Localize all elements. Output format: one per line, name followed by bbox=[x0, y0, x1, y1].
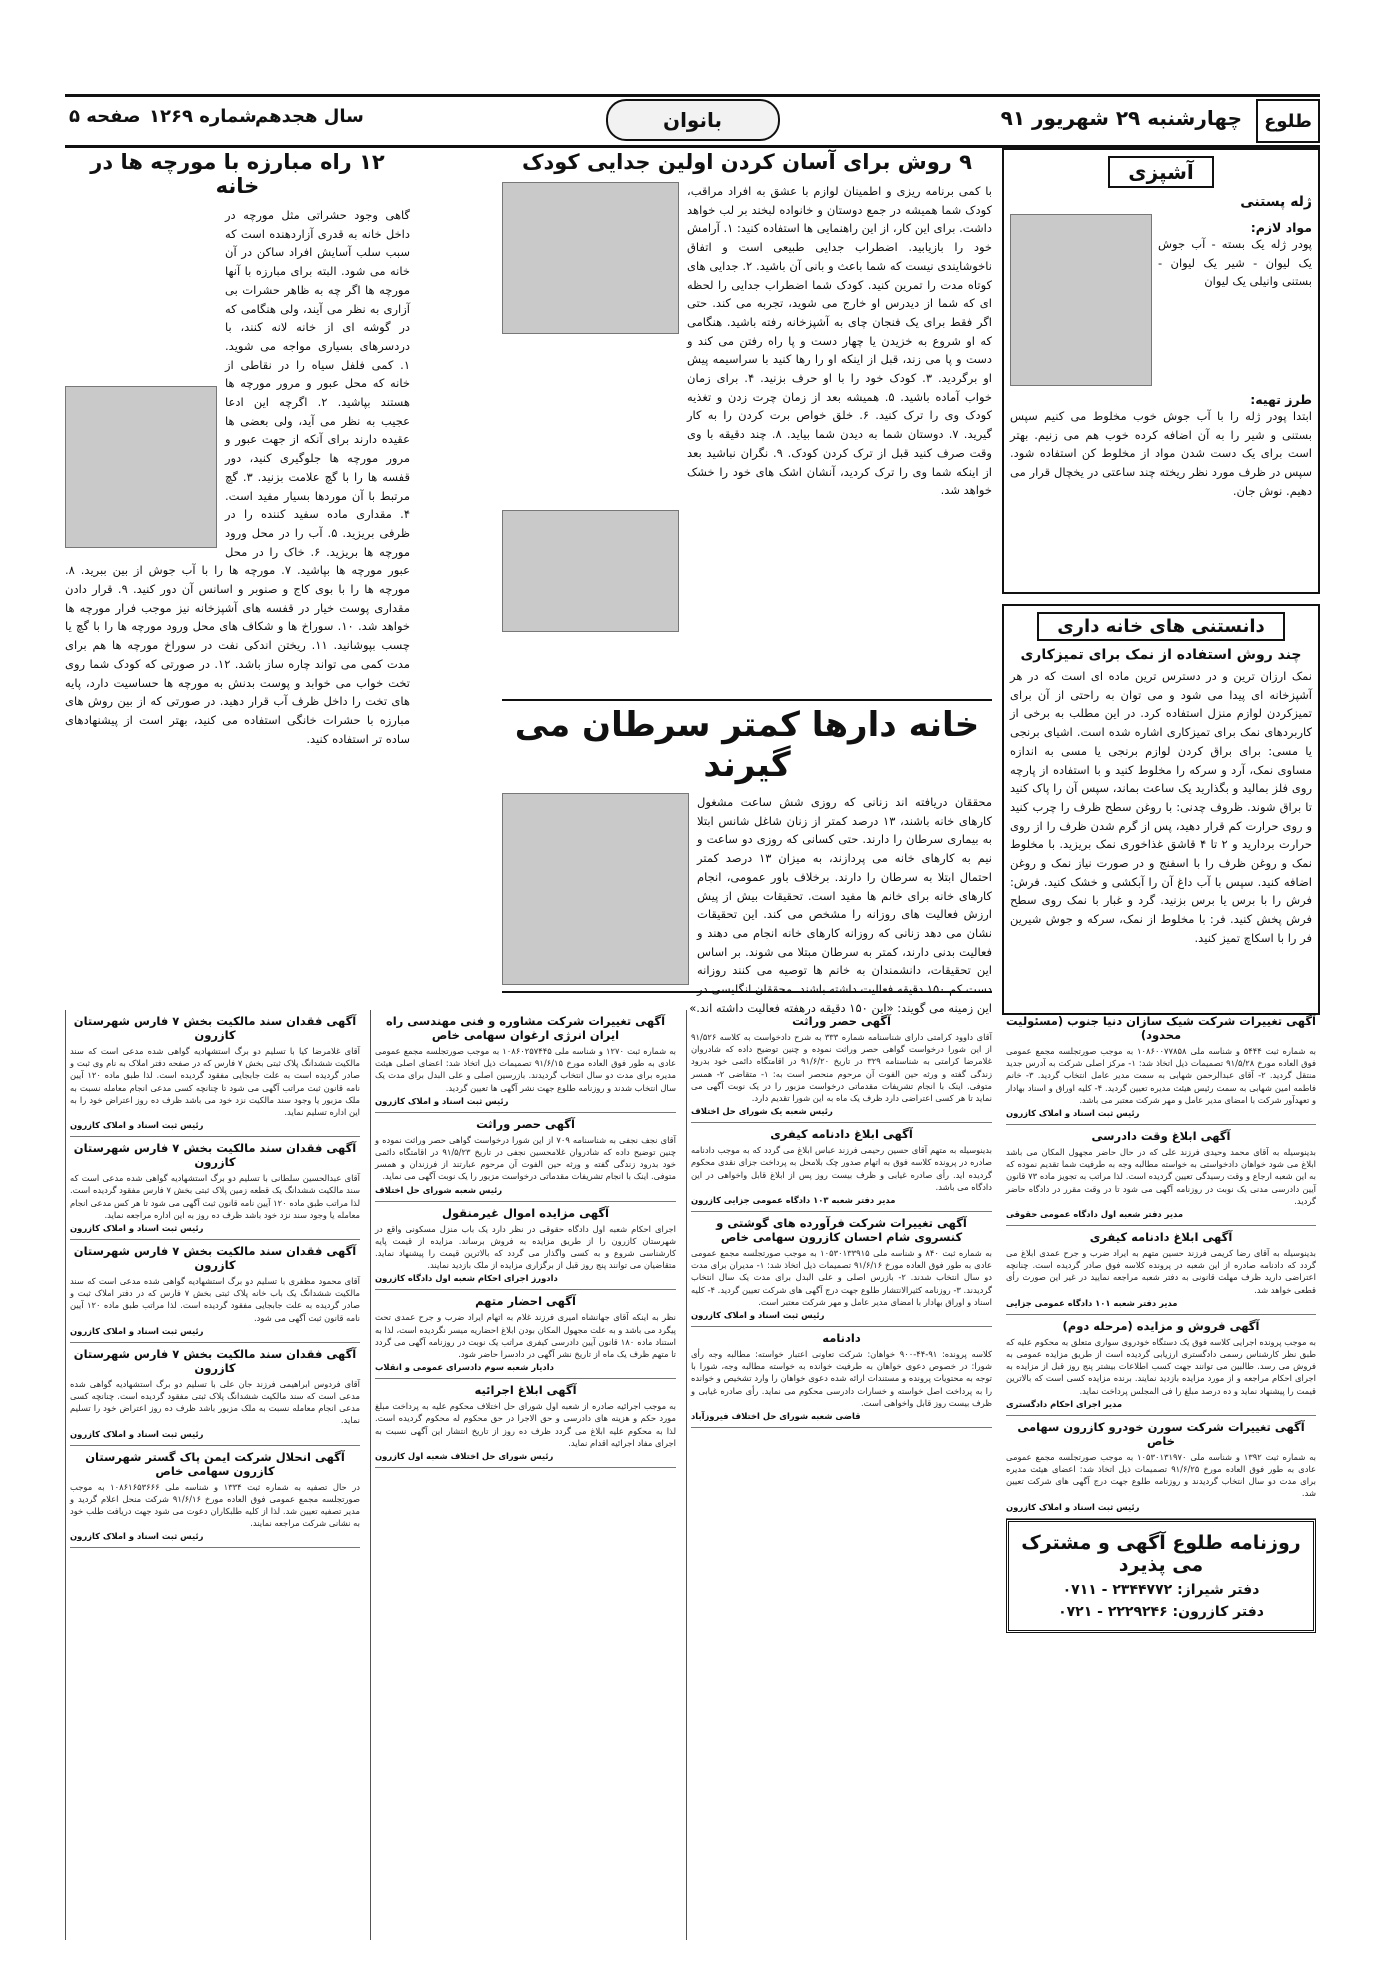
household-subtitle: چند روش استفاده از نمک برای تمیزکاری bbox=[1020, 647, 1302, 663]
volume-year: سال هجدهم bbox=[255, 106, 364, 127]
household-text: نمک ارزان ترین و در دسترس ترین ماده ای است که در هر آشپزخانه ای پیدا می شود و می توان به راحتی از آن برای تمیزکردن لوازم منزل استفاده کرد. در این مطلب به برخی از کاربردهای نمک برای تمیزکاری اشاره شده است. اشیای برنجی یا مسی: برای براق کردن لوازم برنجی یا مسی به اندازه مساوی نمک، آرد و سرکه را مخلوط کنید و با استفاده از پارچه روی فلز بمالید و بگذارید یک ساعت بماند، سپس آن را پاک کنید تا براق شوند. ظروف چدنی: با روغن سطح ظرف را چرب کنید و روی حرارت کم قرار دهید، پس از گرم شدن ظرف را از روی حرارت بردارید و ۲ تا ۴ قاشق غذاخوری نمک بریزید. با مخلوط نمک و روغن ظرف را با اسفنج و در صورت نیاز نمک و روغن اضافه کنید. سپس با آب داغ آن را آبکشی و خشک کنید. فرش: فرش را با برس یا برس بزنید. گرد و غبار با نمک روی سطح فرش پخش کنید. فر: با مخلوط از نمک، سرکه و جوش شیرین فر را با اسکاچ تمیز کنید. bbox=[1010, 669, 1313, 945]
ads-column-4 bbox=[65, 1010, 364, 1940]
promo-title: روزنامه طلوع آگهی و مشترک می پذیرد bbox=[1021, 1531, 1301, 1576]
ad-item: دادنامه کلاسه پرونده: ۹۱-۴۴-۹۰۰ خواهان: شرکت تعاونی اعتبار خواسته: مطالبه وجه رأی شورا: در خصوص دعوی خواهان به طرفیت خوانده به خواسته مطالبه وجه، شورا با توجه به محتویات پرونده و مستندات ارائه شده دعوی خواهان را وارد تشخیص و خوانده را به پرداخت اصل خواسته و خسارات دادرسی محکوم می نماید. رأی صادره غیابی و ظرف بیست روز قابل واخواهی است. قاضی شعبه شورای حل اختلاف فیروزآباد bbox=[691, 1327, 992, 1428]
cooking-box bbox=[1002, 148, 1320, 594]
ants-article-title: ۱۲ راه مبارزه با مورچه ها در خانه bbox=[90, 150, 385, 198]
household-box bbox=[1002, 604, 1320, 1015]
right-column bbox=[1002, 148, 1320, 998]
ad-item: آگهی فقدان سند مالکیت بخش ۷ فارس شهرستان کازرون آقای عبدالحسین سلطانی با تسلیم دو برگ استشهادیه گواهی شده مدعی است که سند مالکیت ششدانگ یک قطعه زمین پلاک ثبتی بخش ۷ فارس مفقود گردیده است. لذا مراتب طبق ماده ۱۲۰ آیین نامه قانون ثبت آگهی می شود تا هر کس مدعی انجام معامله یا وجود سند نزد خود باشد ظرف ده روز به این اداره مراجعه نماید. رئیس ثبت اسناد و املاک کازرون bbox=[70, 1137, 360, 1240]
ad-item: آگهی حصر وراثت آقای داوود کرامتی دارای شناسنامه شماره ۳۳۳ به شرح دادخواست به کلاسه ۹۱/۵۲۶ از این شورا درخواست گواهی حصر وراثت نموده و چنین توضیح داده که شادروان غلامرضا کرامتی به شناسنامه ۳۲۹ در تاریخ ۹۱/۶/۲۰ در اقامتگاه دائمی خود بدرود زندگی گفته و ورثه حین الفوت آن مرحوم منحصر است به: ۱- متقاضی ۲- همسر متوفی. اینک با انجام تشریفات مقدماتی درخواست مزبور را در یک نوبت آگهی می نماید تا هر کسی اعتراضی دارد ظرف یک ماه به این شورا تقدیم دارد. رئیس شعبه یک شورای حل اختلاف bbox=[691, 1010, 992, 1123]
ingredients-label: مواد لازم: bbox=[1250, 220, 1312, 235]
ad-item: آگهی فقدان سند مالکیت بخش ۷ فارس شهرستان کازرون آقای محمود مظفری با تسلیم دو برگ استشهادیه گواهی شده مدعی است که سند مالکیت ششدانگ یک باب خانه پلاک ثبتی بخش ۷ فارس که در دفتر املاک ثبت و صادر گردیده به علت جابجایی مفقود گردیده است. لذا مراتب طبق ماده ۱۲۰ آیین نامه قانون ثبت آگهی می شود. رئیس ثبت اسناد و املاک کازرون bbox=[70, 1240, 360, 1343]
ad-item: آگهی احضار متهم نظر به اینکه آقای جهانشاه امیری فرزند غلام به اتهام ایراد ضرب و جرح عمدی تحت پیگرد می باشد و به علت مجهول المکان بودن ابلاغ احضاریه میسر نگردیده است، لذا به استناد ماده ۱۸۰ قانون آیین دادرسی کیفری مراتب یک نوبت در روزنامه آگهی می گردد تا متهم ظرف یک ماه از تاریخ نشر آگهی در دادسرا حاضر شود. دادیار شعبه سوم دادسرای عمومی و انقلاب bbox=[375, 1290, 676, 1379]
classifieds-section bbox=[65, 1010, 1320, 1940]
cooking-title: آشپزی bbox=[1108, 156, 1213, 188]
middle-column bbox=[502, 148, 993, 1015]
method-text: ابتدا پودر ژله را با آب جوش خوب مخلوط می کنیم سپس بستنی و شیر را به آن اضافه کرده خوب هم می زنیم. بهتر است برای یک دست شدن مواد از مخلوط کن استفاده شود. سپس در ظرف مورد نظر ریخته چند ساعتی در یخچال قرار می دهیم. نوش جان. bbox=[1010, 409, 1312, 498]
kid-article-text: با کمی برنامه ریزی و اطمینان لوازم با عشق به افراد مراقب، کودک شما همیشه در جمع دوستان و خانواده لبخند بر لب خواهد داشت. برای این کار، از این راهنمایی ها استفاده کنید: ۱. آرامش خود را بازیابید. اضطراب جدایی طبیعی است و اتفاق ناخوشایندی نیست که شما باعث و بانی آن باشید. ۲. جدایی های کوتاه مدت را تمرین کنید. کودک شما اضطراب جدایی را لحظه ای که شما از دیدرس او خارج می شوید، تجربه می کند. حتی اگر فقط برای یک فنجان چای به آشپزخانه رفته باشید. هنگامی که او شروع به خزیدن یا چهار دست و پا راه رفتن می کند و دست و پا می زند، قبل از اینکه او را رها کنید با سراسیمه پیش او برگردید. ۳. کودک خود را با او حرف بزنید. ۴. برای زمان خواب آماده باشید. ۵. همیشه بعد از زمان چرت زدن و تغذیه کودک وی را ترک کنید. ۶. خلق خواص برت کردن را به کار گیرید. ۷. دوستان شما به دیدن شما بیاید. ۸. چند دقیقه با وی وقت صرف کنید قبل از ترک کردن کودک. ۹. نگران نباشید بعد از اینکه شما وی را ترک کردید، آنشان اشک های خود را خشک خواهد شد. bbox=[687, 184, 993, 498]
left-column bbox=[65, 148, 410, 998]
boy-eating-photo bbox=[502, 182, 679, 334]
cancer-article bbox=[502, 699, 992, 1015]
scientist-photo bbox=[502, 793, 689, 985]
kid-article bbox=[502, 150, 992, 695]
page-header bbox=[65, 94, 1320, 148]
ad-item: آگهی تغییرات شرکت مشاوره و فنی مهندسی راه ایران انرژی ارغوان سهامی خاص به شماره ثبت ۱۲۷۰ و شناسه ملی ۱۰۸۶۰۲۵۷۴۴۵ به موجب صورتجلسه مجمع عمومی عادی به طور فوق العاده مورخ ۹۱/۶/۱۵ تصمیمات ذیل اتخاذ شد: اعضای اصلی هیئت مدیره برای مدت دو سال انتخاب گردیدند. بازرسین اصلی و علی البدل برای مدت یک سال انتخاب شدند و روزنامه طلوع جهت نشر آگهی ها تعیین گردید. رئیس ثبت اسناد و املاک کازرون bbox=[375, 1010, 676, 1113]
cancer-article-title: خانه دارها کمتر سرطان می گیرند bbox=[514, 705, 980, 785]
ad-item: آگهی ابلاغ دادنامه کیفری بدینوسیله به متهم آقای حسین رحیمی فرزند عباس ابلاغ می گردد که به موجب دادنامه صادره در پرونده کلاسه فوق به اتهام صدور چک بلامحل به پرداخت جزای نقدی محکوم گردیده اید. رأی صادره غیابی و ظرف بیست روز پس از ابلاغ قابل واخواهی در این دادگاه می باشد. مدیر دفتر شعبه ۱۰۳ دادگاه عمومی جزایی کازرون bbox=[691, 1123, 992, 1212]
fruit-photo bbox=[1010, 214, 1152, 386]
ads-column-1 bbox=[1002, 1010, 1320, 1940]
ad-item: آگهی ابلاغ اجرائیه به موجب اجرائیه صادره از شعبه اول شورای حل اختلاف محکوم علیه به پرداخت مبلغ مورد حکم و هزینه های دادرسی و حق الاجرا در حق محکوم له محکوم گردیده است. لذا به محکوم علیه ابلاغ می گردد ظرف ده روز از تاریخ انتشار این آگهی نسبت به اجرای مفاد اجرائیه اقدام نماید. رئیس شورای حل اختلاف شعبه اول کازرون bbox=[375, 1379, 676, 1468]
ad-item: آگهی تغییرات شرکت سورن خودرو کازرون سهامی خاص به شماره ثبت ۱۳۹۲ و شناسه ملی ۱۰۵۳۰۱۳۱۹۷۰ به موجب صورتجلسه مجمع عمومی عادی به طور فوق العاده مورخ ۹۱/۶/۲۵ تصمیمات ذیل اتخاذ شد: اعضای هیئت مدیره برای مدت دو سال انتخاب گردیدند و روزنامه طلوع جهت درج آگهی های شرکت تعیین شد. رئیس ثبت اسناد و املاک کازرون bbox=[1006, 1416, 1316, 1519]
household-title: دانستنی های خانه داری bbox=[1037, 612, 1285, 641]
ingredients-text: پودر ژله یک بسته - آب جوش یک لیوان - شیر یک لیوان - بستنی وانیلی یک لیوان bbox=[1158, 237, 1312, 289]
ad-item: آگهی فروش و مزایده (مرحله دوم) به موجب پرونده اجرایی کلاسه فوق یک دستگاه خودروی سواری متعلق به محکوم علیه که طبق نظر کارشناس رسمی دادگستری ارزیابی گردیده است از طریق مزایده عمومی به فروش می رسد. طالبین می توانند جهت کسب اطلاعات بیشتر پنج روز قبل از مزایده به اجرای احکام مراجعه و از مورد مزایده بازدید نمایند. برنده مزایده کسی است که بالاترین قیمت را پیشنهاد نماید و ده درصد مبلغ را فی المجلس پرداخت نماید. مدیر اجرای احکام دادگستری bbox=[1006, 1315, 1316, 1416]
method-label: طرز تهیه: bbox=[1250, 392, 1312, 407]
subscription-promo bbox=[1006, 1519, 1316, 1633]
ad-item: آگهی حصر وراثت آقای نجف نجفی به شناسنامه ۷۰۹ از این شورا درخواست گواهی حصر وراثت نموده و چنین توضیح داده که شادروان غلامحسین نجفی در تاریخ ۹۱/۵/۲۳ در اقامتگاه دائمی خود بدرود زندگی گفته و ورثه حین الفوت آن مرحوم عبارتند از فرزندان و همسر متوفی. اینک با انجام تشریفات مقدماتی درخواست مزبور را یک نوبت آگهی می نماید. رئیس شعبه شورای حل اختلاف bbox=[375, 1113, 676, 1202]
ants-article-text: گاهی وجود حشراتی مثل مورچه در داخل خانه به قدری آزاردهنده است که سبب سلب آسایش افراد ساکن در آن خانه می شود. البته برای مبارزه با آنها مورچه ها اگر چه به ظاهر حشرات بی آزاری به نظر می آیند، ولی هنگامی که در گوشه ای از خانه لانه کنند، با دردسرهای بسیاری مواجه می شوید. ۱. کمی فلفل سیاه را در نقاطی از خانه که محل عبور و مرور مورچه ها هستند بپاشید. ۲. اگرچه این ادعا عجیب به نظر می آید، ولی بعضی ها عقیده دارند برای آنکه از جهت عبور و مرور مورچه ها جلوگیری کنید، دور قفسه ها را با گچ علامت بزنید. ۳. گچ مرتبط با آن موردها بسیار مفید است. ۴. مقداری ماده سفید کننده را در ظرفی بریزید. ۵. آب را در محل ورود مورچه ها بریزید. ۶. خاک را در محل عبور مورچه ها بپاشید. ۷. مورچه ها را با آب جوش از بین ببرید. ۸. مورچه ها را با بوی کاج و صنوبر و اسانس آن دور کنید. ۹. قرار دادن مقداری پوست خیار در قفسه های آشپزخانه نیز موجب فرار مورچه ها خواهد شد. ۱۰. سوراخ ها و شکاف های محل ورود مورچه ها را با گچ یا چسب بپوشانید. ۱۱. ریختن اندکی نفت در سوراخ مورچه ها هم برای مدت کمی می تواند چاره ساز باشد. ۱۲. در صورتی که کودک شما روی تخت خواب می خوابد و پوست بدنش به مورچه ها حساسیت دارد، پایه های تخت را داخل ظرف آب قرار دهید. در صورتی که از بین روش های مبارزه با حشرات خانگی استفاده می کنید، بهتر است از پیشنهادهای ساده تر استفاده کنید. bbox=[65, 208, 411, 746]
ads-column-3 bbox=[370, 1010, 680, 1940]
sleeping-girl-photo bbox=[502, 510, 679, 632]
ad-item: آگهی مزایده اموال غیرمنقول اجرای احکام شعبه اول دادگاه حقوقی در نظر دارد یک باب منزل مسکونی واقع در شهرستان کازرون را از طریق مزایده به فروش برساند. مزایده از قیمت پایه کارشناسی شروع و به کسی واگذار می گردد که بالاترین قیمت را پیشنهاد نماید. متقاضیان می توانند پنج روز قبل از برگزاری مزایده از ملک بازدید نمایند. دادورز اجرای احکام شعبه اول دادگاه کازرون bbox=[375, 1202, 676, 1291]
ad-item: آگهی تغییرات شرکت فرآورده های گوشتی و کنسروی شام احسان کازرون سهامی خاص به شماره ثبت ۸۴۰ و شناسه ملی ۱۰۵۳۰۱۳۳۹۱۵ به موجب صورتجلسه مجمع عمومی عادی به طور فوق العاده مورخ ۹۱/۶/۱۶ تصمیمات ذیل اتخاذ شد: ۱- مدیران برای مدت دو سال انتخاب شدند. ۲- بازرس اصلی و علی البدل برای مدت یک سال انتخاب گردیدند. ۳- روزنامه کثیرالانتشار طلوع جهت درج آگهی های شرکت تعیین گردید. ۴- کلیه اسناد و اوراق بهادار با امضای مدیر عامل و مهر شرکت معتبر است. رئیس ثبت اسناد و املاک کازرون bbox=[691, 1212, 992, 1327]
ants-illustration bbox=[65, 386, 217, 548]
newspaper-logo: طلوع bbox=[1256, 99, 1320, 143]
ad-item: آگهی فقدان سند مالکیت بخش ۷ فارس شهرستان کازرون آقای غلامرضا کیا با تسلیم دو برگ استشهادیه گواهی شده مدعی است که سند مالکیت ششدانگ پلاک ثبتی بخش ۷ فارس که در صفحه دفتر املاک به نام وی ثبت و صادر گردیده است به علت جابجایی مفقود گردیده است. لذا طبق ماده ۱۲۰ آیین نامه قانون ثبت مراتب آگهی می شود تا چنانچه کسی مدعی انجام معامله نسبت به ملک مزبور یا وجود سند مالکیت نزد خود می باشد ظرف ده روز اعتراض خود را به این اداره تسلیم نماید. رئیس ثبت اسناد و املاک کازرون bbox=[70, 1010, 360, 1137]
dish-name: ژله پستنی bbox=[1240, 194, 1312, 210]
ad-item: آگهی فقدان سند مالکیت بخش ۷ فارس شهرستان کازرون آقای فردوس ابراهیمی فرزند جان علی با تسلیم دو برگ استشهادیه گواهی شده مدعی است که سند مالکیت ششدانگ پلاک ثبتی مفقود گردیده است. چنانچه کسی مدعی انجام معامله نسبت به ملک مزبور باشد ظرف ده روز اعتراض خود را تسلیم نماید. رئیس ثبت اسناد و املاک کازرون bbox=[70, 1343, 360, 1446]
section-title: بانوان bbox=[606, 99, 780, 141]
page-number: صفحه ۵ bbox=[69, 106, 141, 127]
ad-item: آگهی ابلاغ دادنامه کیفری بدینوسیله به آقای رضا کریمی فرزند حسین متهم به ایراد ضرب و جرح عمدی ابلاغ می گردد که دادنامه صادره از این شعبه در پرونده کلاسه فوق صادر گردیده است. چنانچه اعتراضی دارید ظرف مهلت قانونی به دفتر شعبه مراجعه نمایید در غیر این صورت رأی قطعی خواهد شد. مدیر دفتر شعبه ۱۰۱ دادگاه عمومی جزایی bbox=[1006, 1226, 1316, 1315]
issue-date: چهارشنبه ۲۹ شهریور ۹۱ bbox=[1000, 106, 1242, 130]
ad-item: آگهی تغییرات شرکت شیک سازان دنیا جنوب (مسئولیت محدود) به شماره ثبت ۵۴۴۴ و شناسه ملی ۱۰۸۶۰۰۷۷۸۵۸ به موجب صورتجلسه مجمع عمومی فوق العاده مورخ ۹۱/۵/۲۸ تصمیمات ذیل اتخاذ شد: ۱- مرکز اصلی شرکت به آدرس جدید منتقل گردید. ۲- آقای عبدالرحمن شهابی به سمت مدیر عامل انتخاب گردید. ۳- خانم فاطمه امین شهابی به سمت رئیس هیئت مدیره تعیین گردید. ۴- کلیه اوراق و اسناد بهادار و تعهدآور شرکت با امضای مدیر عامل و مهر شرکت معتبر می باشد. رئیس ثبت اسناد و املاک کازرون bbox=[1006, 1010, 1316, 1125]
cancer-article-text: محققان دریافته اند زنانی که روزی شش ساعت مشغول کارهای خانه باشند، ۱۳ درصد کمتر از زنان شاغل شانس ابتلا به بیماری سرطان را دارند. حتی کسانی که روزی دو ساعت و نیم به کارهای خانه می پردازند، به میزان ۱۳ درصد کمتر احتمال ابتلا به سرطان را دارند. برخلاف باور عمومی، انجام کارهای خانه برای خانم ها مفید است. تحقیقات بیش از پیش ارزش فعالیت های روزانه را مشخص می کند. این تحقیقات نشان می دهد زنانی که روزانه کارهای خانه انجام می دهند و فعالیت بدنی دارند، کمتر به سرطان مبتلا می شوند. بر اساس این تحقیقات، دانشمندان به خانم ها توصیه می کنند روزانه دست کم ۱۵۰ دقیقه فعالیت داشته باشند. محققان انگلیسی در این زمینه می گویند: «این ۱۵۰ دقیقه درهفته فعالیت داشته اند.» bbox=[689, 795, 992, 1015]
promo-shiraz-phone: دفتر شیراز: ۲۳۴۴۷۷۲ - ۰۷۱۱ bbox=[1062, 1581, 1260, 1598]
ad-item: آگهی انحلال شرکت ایمن پاک گستر شهرستان کازرون سهامی خاص در حال تصفیه به شماره ثبت ۱۳۳۴ و شناسه ملی ۱۰۸۶۱۶۵۳۶۶۶ به موجب صورتجلسه مجمع عمومی فوق العاده مورخ ۹۱/۶/۱۶ شرکت منحل اعلام گردید و مدیر تصفیه تعیین شد. لذا از کلیه طلبکاران دعوت می شود جهت دریافت طلب خود به نشانی شرکت مراجعه نمایند. رئیس ثبت اسناد و املاک کازرون bbox=[70, 1446, 360, 1549]
ads-column-2 bbox=[686, 1010, 996, 1940]
issue-number: شماره ۱۲۶۹ bbox=[149, 106, 257, 127]
promo-kazerun-phone: دفتر کازرون: ۲۲۲۹۲۴۶ - ۰۷۲۱ bbox=[1058, 1603, 1264, 1620]
kid-article-title: ۹ روش برای آسان کردن اولین جدایی کودک bbox=[521, 150, 972, 174]
ad-item: آگهی ابلاغ وقت دادرسی بدینوسیله به آقای محمد وحیدی فرزند علی که در حال حاضر مجهول المکان می باشد ابلاغ می شود خواهان دادخواستی به خواسته مطالبه وجه به طرفیت شما تقدیم نموده که به این شعبه ارجاع و وقت رسیدگی تعیین گردیده است. لذا مراتب به تجویز ماده ۷۳ قانون آیین دادرسی مدنی یک نوبت در روزنامه آگهی می شود تا در وقت مقرر در دادگاه حاضر گردید. مدیر دفتر شعبه اول دادگاه عمومی حقوقی bbox=[1006, 1125, 1316, 1226]
